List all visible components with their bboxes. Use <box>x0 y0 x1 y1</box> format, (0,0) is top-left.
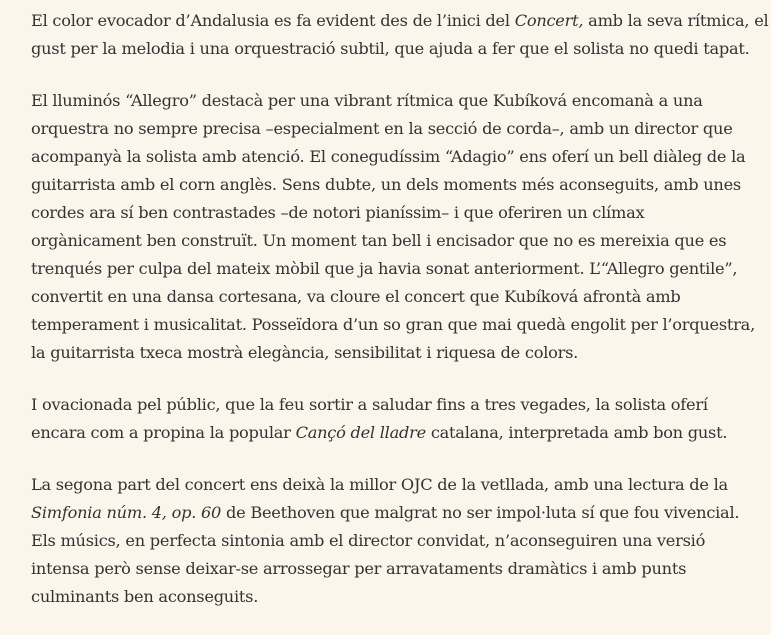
text-line <box>31 227 761 255</box>
text-segment: convertit en una dansa cortesana, va cloure el concert que Kubíková afrontà amb <box>31 287 681 306</box>
text-line <box>31 311 761 339</box>
text-segment: la guitarrista txeca mostrà elegància, sensibilitat i riquesa de colors. <box>31 343 579 362</box>
article-paragraph <box>31 391 761 447</box>
text-line <box>31 499 761 527</box>
italic-title-text: Simfonia núm. 4, op. 60 <box>31 503 222 522</box>
text-line <box>31 471 761 499</box>
text-segment: trenqués per culpa del mateix mòbil que ja havia sonat anteriorment. L’“Allegro gentile”, <box>31 259 738 278</box>
text-segment: amb la seva rítmica, el <box>583 11 769 30</box>
text-segment: culminants ben aconseguits. <box>31 587 259 606</box>
text-segment: Els músics, en perfecta sintonia amb el director convidat, n’aconseguiren una versió <box>31 531 706 550</box>
text-segment: La segona part del concert ens deixà la millor OJC de la vetllada, amb una lectura de la <box>31 475 728 494</box>
text-line <box>31 391 761 419</box>
article-paragraph <box>31 87 761 367</box>
text-segment: El lluminós “Allegro” destacà per una vibrant rítmica que Kubíková encomanà a una <box>31 91 703 110</box>
italic-title-text: Concert, <box>514 11 584 30</box>
text-segment: encara com a propina la popular <box>31 423 296 442</box>
text-line <box>31 171 761 199</box>
text-line <box>31 339 761 367</box>
text-segment: gust per la melodia i una orquestració subtil, que ajuda a fer que el solista no quedi tapat. <box>31 39 750 58</box>
text-segment: catalana, interpretada amb bon gust. <box>425 423 728 442</box>
text-segment: acompanyà la solista amb atenció. El conegudíssim “Adagio” ens oferí un bell diàleg de la <box>31 147 746 166</box>
text-line <box>31 527 761 555</box>
text-segment: El color evocador d’Andalusia es fa evident des de l’inici del <box>31 11 515 30</box>
article-paragraph <box>31 471 761 611</box>
text-line <box>31 283 761 311</box>
text-line <box>31 143 761 171</box>
text-line <box>31 419 761 447</box>
text-line <box>31 255 761 283</box>
italic-title-text: Cançó del lladre <box>295 423 426 442</box>
text-line <box>31 7 769 35</box>
article-body <box>31 7 769 635</box>
text-segment: I ovacionada pel públic, que la feu sortir a saludar fins a tres vegades, la solista oferí <box>31 395 708 414</box>
text-line <box>31 115 761 143</box>
article-paragraph <box>31 7 769 63</box>
text-segment: cordes ara sí ben contrastades –de notori pianíssim– i que oferiren un clímax <box>31 203 645 222</box>
text-segment: guitarrista amb el corn anglès. Sens dubte, un dels moments més aconseguits, amb unes <box>31 175 741 194</box>
text-segment: de Beethoven que malgrat no ser impol·luta sí que fou vivencial. <box>221 503 740 522</box>
text-line <box>31 555 761 583</box>
text-line <box>31 35 761 63</box>
text-line <box>31 87 761 115</box>
text-segment: orgànicament ben construït. Un moment tan bell i encisador que no es mereixia que es <box>31 231 727 250</box>
text-segment: intensa però sense deixar-se arrossegar per arravataments dramàtics i amb punts <box>31 559 687 578</box>
text-line <box>31 583 761 611</box>
text-line <box>31 199 761 227</box>
text-segment: orquestra no sempre precisa –especialment en la secció de corda–, amb un director que <box>31 119 733 138</box>
text-segment: temperament i musicalitat. Posseïdora d’un so gran que mai quedà engolit per l’orquestra, <box>31 315 755 334</box>
